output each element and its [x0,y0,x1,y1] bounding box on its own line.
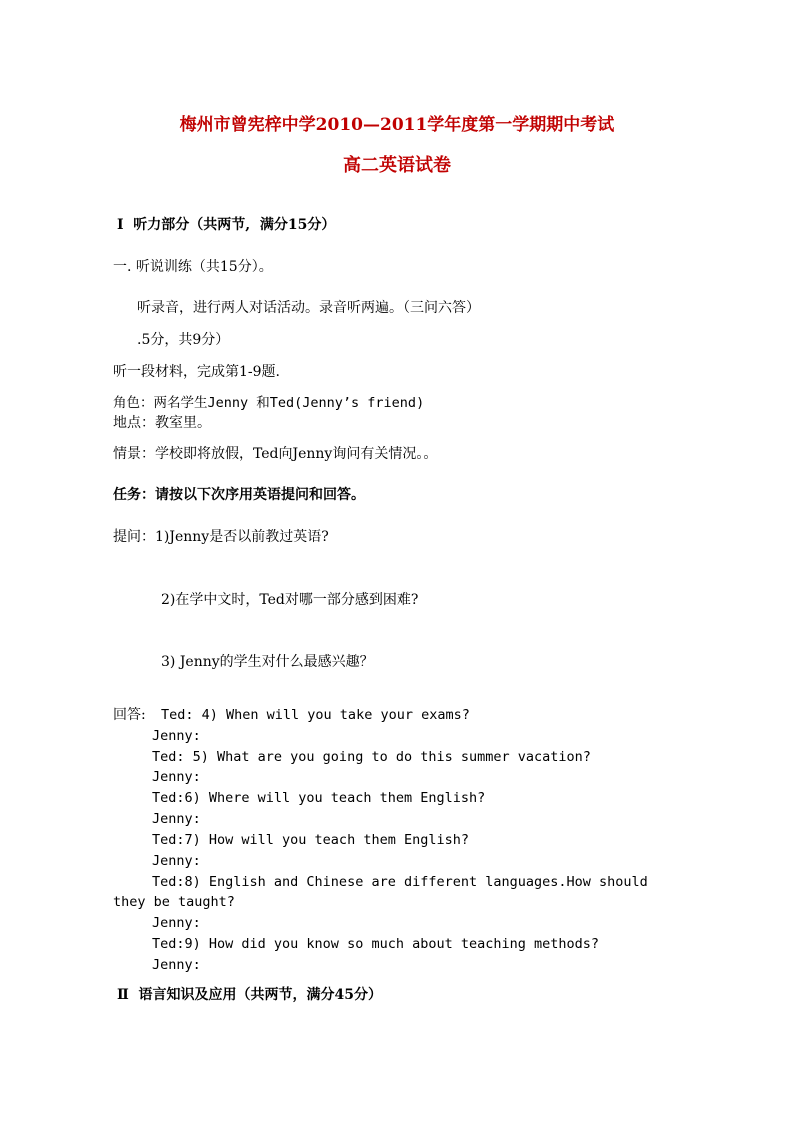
points-text: .5分，共9分） [137,332,230,348]
dialogue-line: Jenny: [152,728,201,744]
dialogue-line: Jenny: [152,811,201,827]
dialogue-line: Ted:8) English and Chinese are different languages.How should [152,874,648,890]
dialogue-line: they be taught? [113,894,235,910]
instruction-text: 听录音，进行两人对话活动。录音听两遍。（三问六答） [137,300,480,316]
dialogue-line: Jenny: [152,853,201,869]
exam-title: 梅州市曾宪梓中学2010—2011学年度第一学期期中考试 [179,115,615,135]
dialogue-line: Ted:6) Where will you teach them English? [152,790,486,806]
place-text: 地点：教室里。 [113,415,211,431]
question-2: 2)在学中文时，Ted对哪一部分感到困难? [161,592,419,608]
task-intro: 听一段材料，完成第1-9题. [113,364,280,380]
section1-heading: Ⅰ 听力部分（共两节, 满分15分） [117,217,336,233]
dialogue-line: Jenny: [152,769,201,785]
part1-heading: 一. 听说训练（共15分）。 [113,259,273,275]
scene-text: 情景：学校即将放假，Ted向Jenny询问有关情况。。 [113,446,438,462]
question-1: 提问：1)Jenny是否以前教过英语? [113,529,329,545]
exam-subtitle: 高二英语试卷 [343,155,451,176]
question-3: 3) Jenny的学生对什么最感兴趣？ [161,654,374,670]
dialogue-line: Jenny: [152,957,201,973]
dialogue-line: Jenny: [152,915,201,931]
dialogue-line: Ted:9) How did you know so much about teaching methods? [152,936,600,952]
task-text: 任务：请按以下次序用英语提问和回答。 [113,487,365,503]
dialogue-line: Ted: 4) When will you take your exams? [161,707,470,723]
section2-heading: Ⅱ 语言知识及应用（共两节，满分45分） [117,987,383,1003]
dialogue-line: Ted:7) How will you teach them English? [152,832,469,848]
dialogue-line: Ted: 5) What are you going to do this summer vacation? [152,749,591,765]
role-text: 角色：两名学生Jenny 和Ted(Jenny’s friend) [113,395,425,411]
answers-label: 回答: [113,707,146,723]
